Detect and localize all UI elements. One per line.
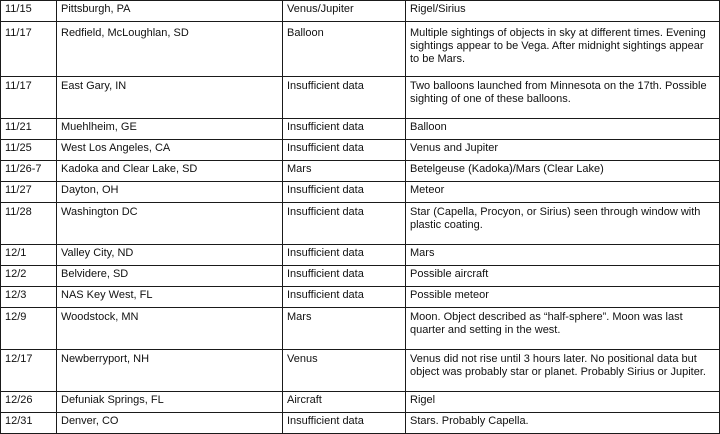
explanation-cell: Rigel — [406, 392, 720, 413]
date-cell: 12/31 — [1, 413, 57, 434]
explanation-cell: Two balloons launched from Minnesota on the 17th. Possible sighting of one of these balloons. — [406, 77, 720, 119]
location-cell: West Los Angeles, CA — [57, 140, 283, 161]
evaluation-cell: Insufficient data — [283, 287, 406, 308]
explanation-cell: Star (Capella, Procyon, or Sirius) seen through window with plastic coating. — [406, 203, 720, 245]
location-cell: Muehlheim, GE — [57, 119, 283, 140]
evaluation-cell: Insufficient data — [283, 203, 406, 245]
date-cell: 12/2 — [1, 266, 57, 287]
explanation-cell: Venus and Jupiter — [406, 140, 720, 161]
date-cell: 11/25 — [1, 140, 57, 161]
location-cell: Defuniak Springs, FL — [57, 392, 283, 413]
explanation-cell: Stars. Probably Capella. — [406, 413, 720, 434]
table-row — [1, 140, 720, 161]
date-cell: 12/9 — [1, 308, 57, 350]
evaluation-cell: Balloon — [283, 22, 406, 77]
date-cell: 11/17 — [1, 22, 57, 77]
evaluation-cell: Insufficient data — [283, 413, 406, 434]
explanation-cell: Multiple sightings of objects in sky at different times. Evening sightings appear to be Vega. After midnight sightings appear to be Mars. — [406, 22, 720, 77]
table-row — [1, 77, 720, 119]
location-cell: Newberryport, NH — [57, 350, 283, 392]
evaluation-cell: Insufficient data — [283, 245, 406, 266]
date-cell: 11/27 — [1, 182, 57, 203]
evaluation-cell: Insufficient data — [283, 182, 406, 203]
date-cell: 11/21 — [1, 119, 57, 140]
date-cell: 12/1 — [1, 245, 57, 266]
explanation-cell: Possible meteor — [406, 287, 720, 308]
explanation-cell: Betelgeuse (Kadoka)/Mars (Clear Lake) — [406, 161, 720, 182]
evaluation-cell: Venus/Jupiter — [283, 1, 406, 22]
location-cell: Redfield, McLoughlan, SD — [57, 22, 283, 77]
table-row — [1, 413, 720, 434]
table-row — [1, 182, 720, 203]
table-row — [1, 266, 720, 287]
location-cell: NAS Key West, FL — [57, 287, 283, 308]
location-cell: Pittsburgh, PA — [57, 1, 283, 22]
date-cell: 11/26-7 — [1, 161, 57, 182]
explanation-cell: Meteor — [406, 182, 720, 203]
location-cell: East Gary, IN — [57, 77, 283, 119]
evaluation-cell: Insufficient data — [283, 119, 406, 140]
explanation-cell: Mars — [406, 245, 720, 266]
date-cell: 12/3 — [1, 287, 57, 308]
location-cell: Washington DC — [57, 203, 283, 245]
table-row — [1, 203, 720, 245]
location-cell: Woodstock, MN — [57, 308, 283, 350]
table-row — [1, 22, 720, 77]
explanation-cell: Moon. Object described as “half-sphere”. Moon was last quarter and setting in the west. — [406, 308, 720, 350]
location-cell: Dayton, OH — [57, 182, 283, 203]
table-row — [1, 350, 720, 392]
table-row — [1, 161, 720, 182]
date-cell: 11/15 — [1, 1, 57, 22]
explanation-cell: Possible aircraft — [406, 266, 720, 287]
date-cell: 12/17 — [1, 350, 57, 392]
table-row — [1, 245, 720, 266]
explanation-cell: Rigel/Sirius — [406, 1, 720, 22]
location-cell: Belvidere, SD — [57, 266, 283, 287]
table-row — [1, 119, 720, 140]
evaluation-cell: Aircraft — [283, 392, 406, 413]
location-cell: Valley City, ND — [57, 245, 283, 266]
evaluation-cell: Insufficient data — [283, 77, 406, 119]
evaluation-cell: Mars — [283, 308, 406, 350]
location-cell: Denver, CO — [57, 413, 283, 434]
date-cell: 12/26 — [1, 392, 57, 413]
explanation-cell: Venus did not rise until 3 hours later. No positional data but object was probably star or planet. Probably Sirius or Jupiter. — [406, 350, 720, 392]
evaluation-cell: Insufficient data — [283, 266, 406, 287]
date-cell: 11/17 — [1, 77, 57, 119]
evaluation-cell: Insufficient data — [283, 140, 406, 161]
table-row — [1, 392, 720, 413]
date-cell: 11/28 — [1, 203, 57, 245]
table-row — [1, 1, 720, 22]
evaluation-cell: Mars — [283, 161, 406, 182]
explanation-cell: Balloon — [406, 119, 720, 140]
table-row — [1, 287, 720, 308]
table-row — [1, 308, 720, 350]
location-cell: Kadoka and Clear Lake, SD — [57, 161, 283, 182]
evaluation-cell: Venus — [283, 350, 406, 392]
